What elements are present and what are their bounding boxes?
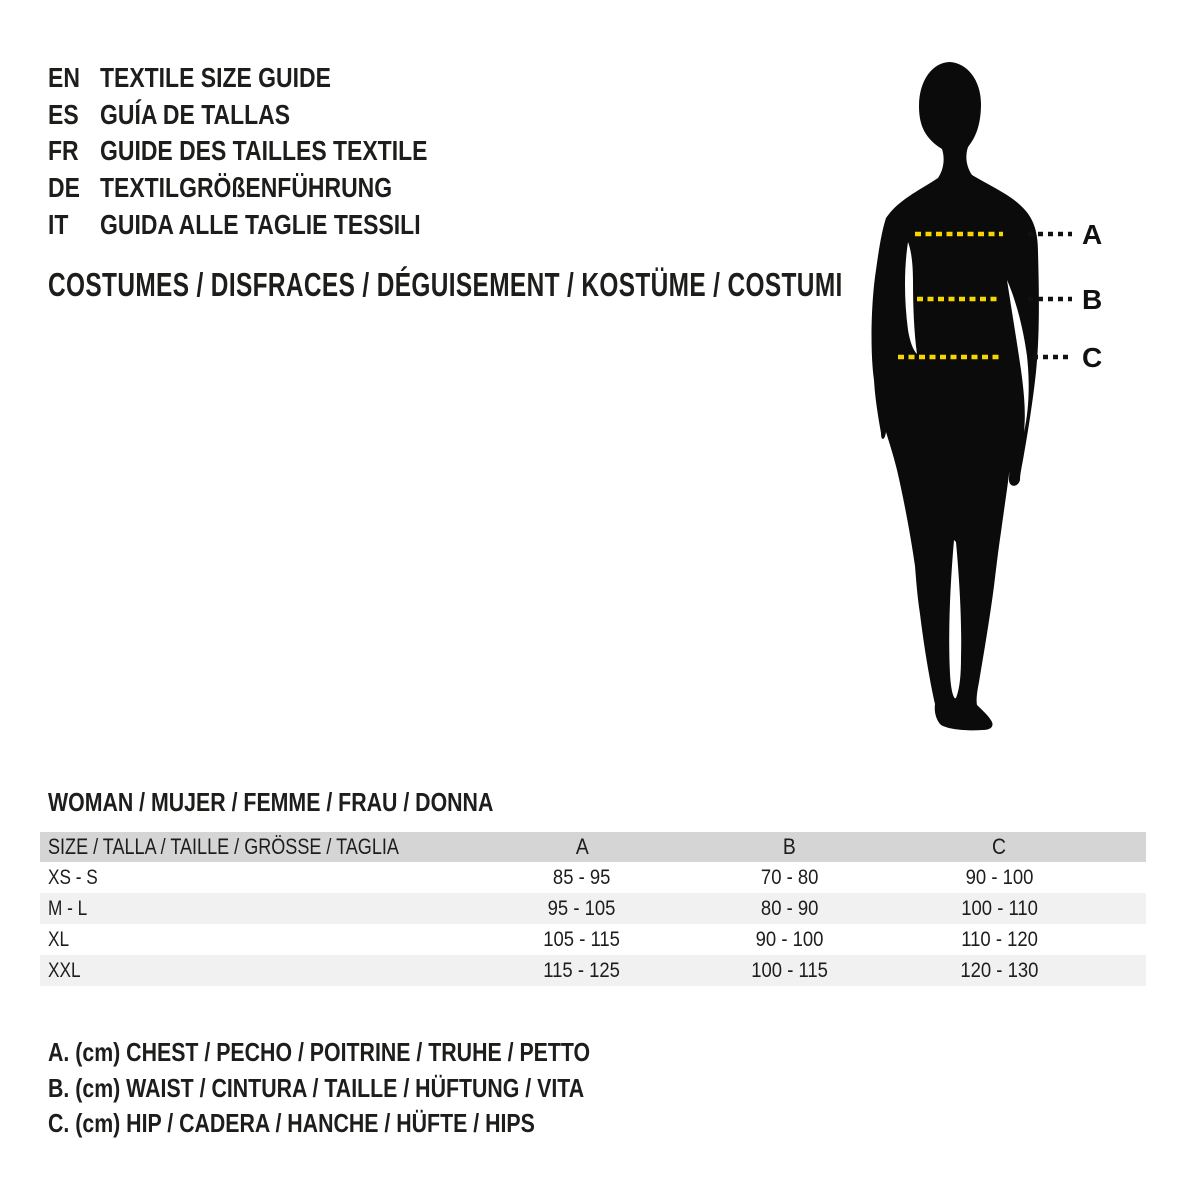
language-code: IT xyxy=(48,208,69,240)
column-header-a: A xyxy=(575,834,589,859)
hip-cell: 120 - 130 xyxy=(960,958,1039,982)
language-code: FR xyxy=(48,135,79,167)
section-title-woman: WOMAN / MUJER / FEMME / FRAU / DONNA xyxy=(48,787,494,817)
legend-line-waist: B. (cm) WAIST / CINTURA / TAILLE / HÜFTUNG / VITA xyxy=(48,1072,585,1103)
size-table xyxy=(40,832,1146,986)
hip-cell: 100 - 110 xyxy=(961,896,1038,920)
size-cell: XL xyxy=(48,927,70,951)
hip-cell: 110 - 120 xyxy=(961,927,1038,951)
language-title: TEXTILE SIZE GUIDE xyxy=(100,62,331,94)
chest-cell: 105 - 115 xyxy=(543,927,621,951)
measurement-label-b: B xyxy=(1082,284,1103,315)
language-code: DE xyxy=(48,172,80,204)
column-header-c: C xyxy=(992,834,1007,859)
waist-cell: 100 - 115 xyxy=(750,958,828,982)
language-title: GUIDA ALLE TAGLIE TESSILI xyxy=(100,208,421,240)
language-code: EN xyxy=(48,62,80,94)
measurement-label-c: C xyxy=(1082,342,1103,373)
table-row-xl xyxy=(40,924,1146,955)
table-row-xxl xyxy=(40,955,1146,986)
legend-line-hip: C. (cm) HIP / CADERA / HANCHE / HÜFTE / HIPS xyxy=(48,1108,535,1139)
chest-cell: 115 - 125 xyxy=(543,958,621,982)
woman-silhouette xyxy=(840,40,1160,760)
category-title: COSTUMES / DISFRACES / DÉGUISEMENT / KOSTÜME / COSTUMI xyxy=(48,266,843,303)
column-header-b: B xyxy=(782,834,796,859)
waist-cell: 90 - 100 xyxy=(755,927,824,951)
measurement-legend xyxy=(48,1035,709,1142)
language-code: ES xyxy=(48,98,79,130)
waist-cell: 70 - 80 xyxy=(760,865,819,889)
chest-cell: 95 - 105 xyxy=(548,896,616,920)
language-list xyxy=(48,60,499,243)
size-table-header-row xyxy=(40,832,1146,862)
language-row-it xyxy=(48,206,499,243)
language-row-en xyxy=(48,60,499,97)
legend-line-chest: A. (cm) CHEST / PECHO / POITRINE / TRUHE / PETTO xyxy=(48,1037,591,1068)
language-row-es xyxy=(48,97,499,134)
size-cell: M - L xyxy=(48,896,88,920)
table-row-xs-s xyxy=(40,862,1146,893)
language-row-fr xyxy=(48,133,499,170)
waist-cell: 80 - 90 xyxy=(760,896,819,920)
measurement-label-a: A xyxy=(1082,219,1103,250)
language-title: GUIDE DES TAILLES TEXTILE xyxy=(100,135,428,167)
chest-cell: 85 - 95 xyxy=(553,865,611,889)
size-cell: XXL xyxy=(48,958,81,982)
hip-cell: 90 - 100 xyxy=(965,865,1034,889)
language-title: TEXTILGRÖßENFÜHRUNG xyxy=(100,172,393,204)
woman-silhouette-figure xyxy=(840,40,1160,760)
size-cell: XS - S xyxy=(48,865,98,889)
size-column-header: SIZE / TALLA / TAILLE / GRÖSSE / TAGLIA xyxy=(48,834,399,859)
table-row-m-l xyxy=(40,893,1146,924)
language-row-de xyxy=(48,170,499,207)
language-title: GUÍA DE TALLAS xyxy=(100,98,291,130)
